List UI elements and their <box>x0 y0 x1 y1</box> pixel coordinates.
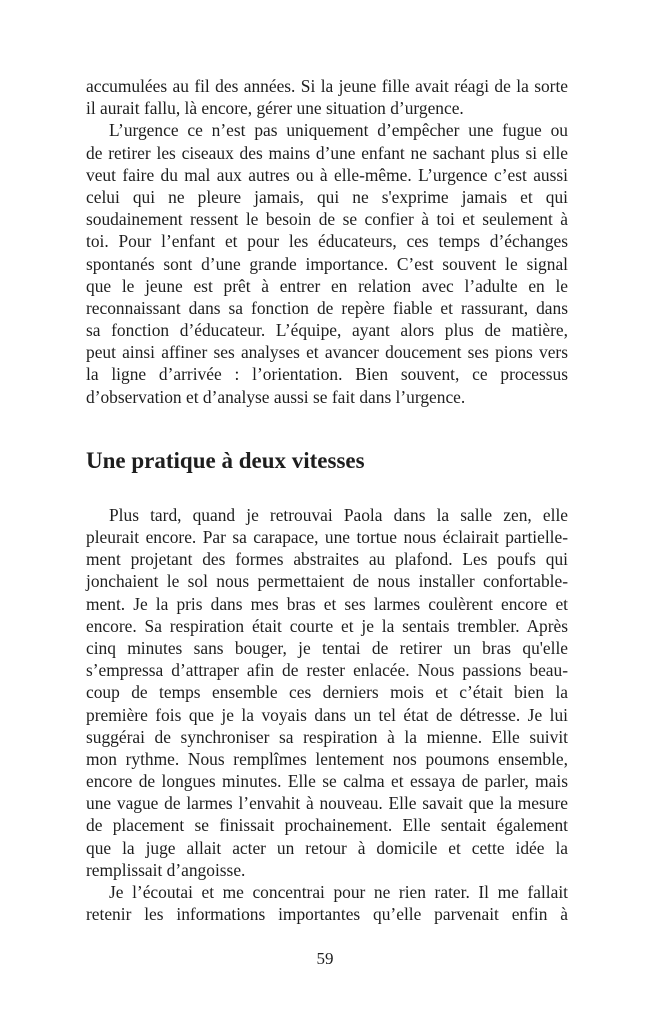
text-line: de placement se finissait prochainement. Elle sentait également <box>86 815 568 836</box>
text-line: sa fonction d’éducateur. L’équipe, ayant alors plus de matière, <box>86 320 568 341</box>
section-body <box>86 504 568 926</box>
text-line: encore de longues minutes. Elle se calma et essaya de parler, mais <box>86 771 568 792</box>
text-line: jonchaient le sol nous permettaient de nous installer confortable- <box>86 571 568 592</box>
text-line: accumulées au fil des années. Si la jeune fille avait réagi de la sorte <box>86 76 568 96</box>
text-line: il aurait fallu, là encore, gérer une situation d’urgence. <box>86 98 464 119</box>
paragraph-paola <box>86 504 568 881</box>
paragraph-urgence <box>86 119 568 407</box>
text-line: Je l’écoutai et me concentrai pour ne rien rater. Il me fallait <box>109 882 568 902</box>
text-line: première fois que je la voyais dans un tel état de détresse. Je lui <box>86 704 568 725</box>
text-line: que la juge allait acter un retour à domicile et cette idée la <box>86 837 568 858</box>
text-line: L’urgence ce n’est pas uniquement d’empêcher une fugue ou <box>109 120 568 141</box>
text-line: encore. Sa respiration était courte et je la sentais trembler. Après <box>86 615 568 636</box>
text-line: Plus tard, quand je retrouvai Paola dans la salle zen, elle <box>109 504 568 525</box>
paragraph-continued <box>86 75 568 119</box>
text-line: coup de temps ensemble ces derniers mois et c’était bien la <box>86 682 568 703</box>
text-line: soudainement ressent le besoin de se confier à toi et seulement à <box>86 209 568 230</box>
text-line: suggérai de synchroniser sa respiration à la mienne. Elle suivit <box>86 726 568 747</box>
text-line: que le jeune est prêt à entrer en relation avec l’adulte en le <box>86 275 568 296</box>
paragraph-ecoute <box>86 881 568 925</box>
page-number: 59 <box>316 949 334 968</box>
text-line: s’empressa d’attraper afin de rester enlacée. Nous passions beau- <box>86 660 568 681</box>
text-line: la ligne d’arrivée : l’orientation. Bien souvent, ce processus <box>86 364 568 385</box>
text-line: de retirer les ciseaux des mains d’une enfant ne sachant plus si elle <box>86 142 568 163</box>
text-line: retenir les informations importantes qu’elle parvenait enfin à <box>86 904 568 925</box>
text-line: ment projetant des formes abstraites au plafond. Les poufs qui <box>86 549 568 570</box>
text-line: celui qui ne pleure jamais, qui ne s'exprime jamais et qui <box>86 186 568 207</box>
text-line: pleurait encore. Par sa carapace, une tortue nous éclairait partielle- <box>86 527 568 547</box>
text-line: reconnaissant dans sa fonction de repère fiable et rassurant, dans <box>86 297 568 318</box>
text-line: une vague de larmes l’envahit à nouveau. Elle savait que la mesure <box>86 793 568 814</box>
text-line: veut faire du mal aux autres ou à elle-même. L’urgence c’est aussi <box>86 164 568 185</box>
text-line: remplissait d’angoisse. <box>86 859 246 880</box>
text-line: mon rythme. Nous remplîmes lentement nos poumons ensemble, <box>86 748 568 769</box>
page-text <box>86 75 568 925</box>
text-line: spontanés sont d’une grande importance. C’est souvent le signal <box>86 253 568 274</box>
text-line: peut ainsi affiner ses analyses et avancer doucement ses pions vers <box>86 342 568 363</box>
text-line: ment. Je la pris dans mes bras et ses larmes coulèrent encore et <box>86 593 568 614</box>
text-line: d’observation et d’analyse aussi se fait dans l’urgence. <box>86 386 466 407</box>
section-heading: Une pratique à deux vitesses <box>86 447 365 473</box>
text-line: toi. Pour l’enfant et pour les éducateurs, ces temps d’échanges <box>86 231 568 252</box>
text-line: cinq minutes sans bouger, je tentai de retirer un bras qu'elle <box>86 637 568 658</box>
